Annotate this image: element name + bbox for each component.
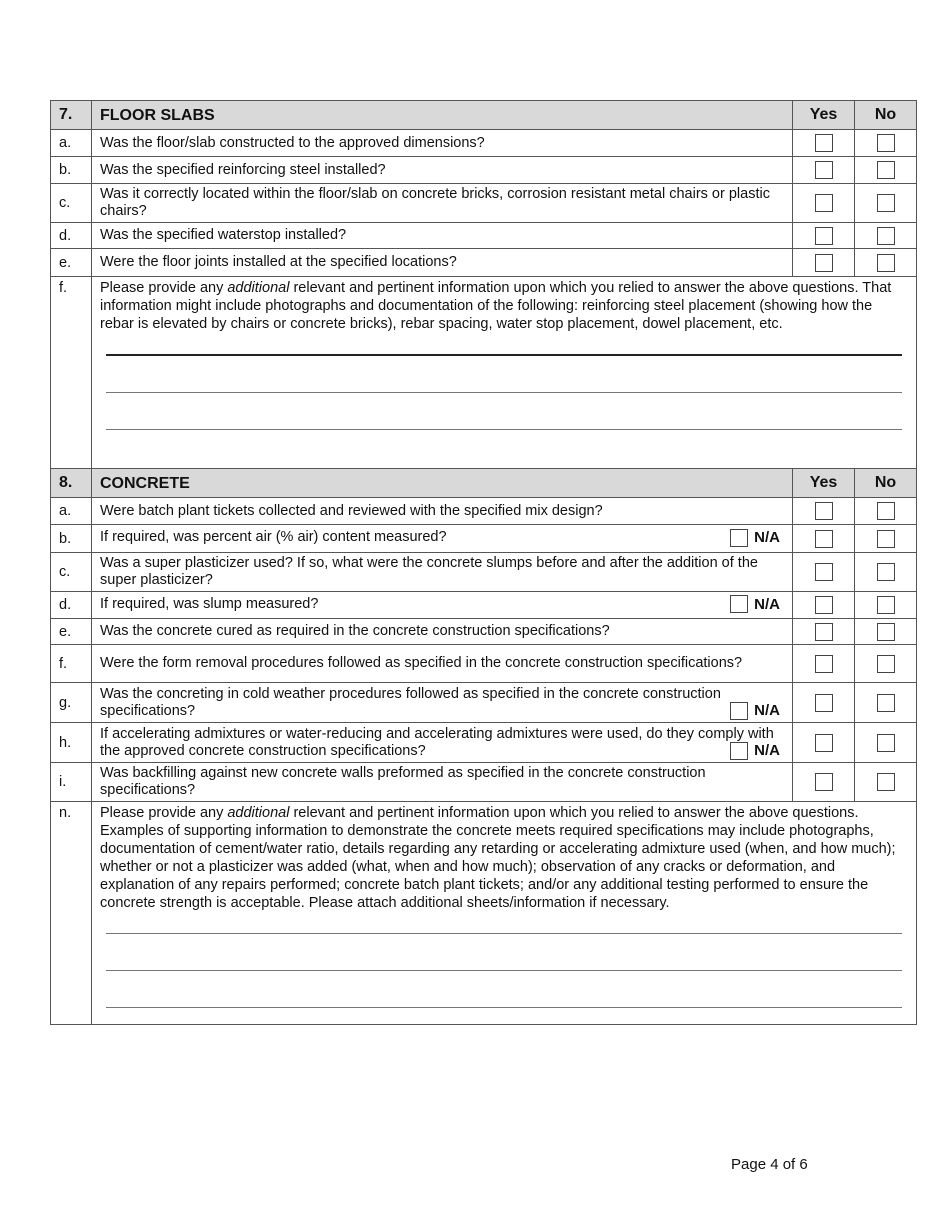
na-label: N/A: [754, 595, 780, 613]
question-text: If required, was percent air (% air) content measured?: [100, 529, 447, 546]
no-checkbox[interactable]: [877, 194, 895, 212]
question-text: Was a super plasticizer used? If so, what were the concrete slumps before and after the addition of the super plasticizer?: [92, 553, 793, 592]
no-checkbox[interactable]: [877, 254, 895, 272]
question-letter: h.: [51, 723, 92, 763]
question-letter: d.: [51, 592, 92, 619]
question-row: [51, 498, 917, 525]
question-letter: i.: [51, 763, 92, 802]
section-title: FLOOR SLABS: [92, 101, 793, 130]
question-letter: f.: [51, 645, 92, 683]
question-row: [51, 223, 917, 249]
additional-info-row: [51, 277, 917, 469]
question-text: Was it correctly located within the floor/slab on concrete bricks, corrosion resistant metal chairs or plastic chairs?: [92, 184, 793, 223]
question-row: [51, 763, 917, 802]
no-checkbox[interactable]: [877, 655, 895, 673]
yes-checkbox[interactable]: [815, 655, 833, 673]
question-text: Were the floor joints installed at the specified locations?: [92, 249, 793, 277]
question-row: [51, 723, 917, 763]
no-checkbox[interactable]: [877, 694, 895, 712]
question-row: [51, 645, 917, 683]
additional-info-instructions: Please provide any additional relevant and pertinent information upon which you relied to answer the above questions. That information might include photographs and documentation of the following: reinforcing steel placement (showing how the rebar is elevated by chairs or concrete bricks), rebar spacing, water stop placement, dowel placement, etc.: [100, 280, 892, 332]
na-checkbox[interactable]: [730, 595, 748, 613]
page-number: Page 4 of 6: [731, 1156, 808, 1173]
yes-checkbox[interactable]: [815, 227, 833, 245]
question-letter: g.: [51, 683, 92, 723]
question-letter: c.: [51, 184, 92, 223]
no-checkbox[interactable]: [877, 734, 895, 752]
section-7-header: [51, 101, 917, 130]
no-checkbox[interactable]: [877, 773, 895, 791]
yes-checkbox[interactable]: [815, 694, 833, 712]
response-line[interactable]: [106, 429, 902, 430]
question-text: Was the specified waterstop installed?: [92, 223, 793, 249]
yes-checkbox[interactable]: [815, 623, 833, 641]
yes-checkbox[interactable]: [815, 161, 833, 179]
question-text: Was the concrete cured as required in the concrete construction specifications?: [92, 619, 793, 645]
no-checkbox[interactable]: [877, 134, 895, 152]
question-row: [51, 130, 917, 157]
no-checkbox[interactable]: [877, 502, 895, 520]
question-text: Were the form removal procedures followed as specified in the concrete construction specifications?: [92, 645, 793, 683]
yes-checkbox[interactable]: [815, 530, 833, 548]
question-letter: f.: [51, 277, 92, 469]
question-letter: c.: [51, 553, 92, 592]
additional-info-cell: [92, 277, 917, 469]
na-checkbox[interactable]: [730, 529, 748, 547]
question-text: Were batch plant tickets collected and reviewed with the specified mix design?: [92, 498, 793, 525]
response-line[interactable]: [106, 1007, 902, 1008]
no-checkbox[interactable]: [877, 563, 895, 581]
no-checkbox[interactable]: [877, 623, 895, 641]
additional-info-cell: [92, 802, 917, 1025]
question-row: [51, 525, 917, 553]
no-checkbox[interactable]: [877, 161, 895, 179]
question-letter: b.: [51, 525, 92, 553]
question-letter: a.: [51, 130, 92, 157]
inspection-form-table: [50, 100, 917, 1025]
additional-info-instructions: Please provide any additional relevant and pertinent information upon which you relied to answer the above questions. Examples of supporting information to demonstrate the concrete meets required specifications may include photographs, documentation of cement/water ratio, details regarding any retarding or accelerating admixture used (when, and how much); whether or not a plasticizer was added (what, when and how much); observation of any cracks or deformation, and explanation of any repairs performed; concrete batch plant tickets; and/or any additional testing performed to ensure the concrete strength is acceptable. Please attach additional sheets/information if necessary.: [100, 805, 896, 911]
question-row: [51, 184, 917, 223]
section-title: CONCRETE: [92, 469, 793, 498]
additional-info-row: [51, 802, 917, 1025]
question-text: Was the floor/slab constructed to the approved dimensions?: [92, 130, 793, 157]
question-text: Was the specified reinforcing steel installed?: [92, 157, 793, 184]
na-checkbox[interactable]: [730, 742, 748, 760]
yes-checkbox[interactable]: [815, 596, 833, 614]
yes-checkbox[interactable]: [815, 502, 833, 520]
yes-column-header: Yes: [793, 101, 855, 130]
na-label: N/A: [754, 702, 780, 720]
question-row: [51, 249, 917, 277]
yes-checkbox[interactable]: [815, 563, 833, 581]
na-label: N/A: [754, 742, 780, 760]
question-row: [51, 619, 917, 645]
question-letter: e.: [51, 619, 92, 645]
section-number: 8.: [51, 469, 92, 498]
section-number: 7.: [51, 101, 92, 130]
yes-checkbox[interactable]: [815, 773, 833, 791]
question-letter: e.: [51, 249, 92, 277]
question-text: If accelerating admixtures or water-reducing and accelerating admixtures were used, do they comply with the approved concrete construction specifications?: [100, 725, 774, 759]
na-label: N/A: [754, 529, 780, 547]
yes-column-header: Yes: [793, 469, 855, 498]
question-letter: n.: [51, 802, 92, 1025]
yes-checkbox[interactable]: [815, 134, 833, 152]
question-letter: b.: [51, 157, 92, 184]
question-text: If required, was slump measured?: [100, 595, 319, 612]
section-8-header: [51, 469, 917, 498]
no-checkbox[interactable]: [877, 530, 895, 548]
yes-checkbox[interactable]: [815, 194, 833, 212]
question-row: [51, 683, 917, 723]
yes-checkbox[interactable]: [815, 254, 833, 272]
question-text: Was the concreting in cold weather procedures followed as specified in the concrete construction specifications?: [100, 685, 721, 719]
no-column-header: No: [855, 101, 917, 130]
na-checkbox[interactable]: [730, 702, 748, 720]
question-text: Was backfilling against new concrete walls preformed as specified in the concrete construction specifications?: [92, 763, 793, 802]
no-column-header: No: [855, 469, 917, 498]
question-row: [51, 592, 917, 619]
no-checkbox[interactable]: [877, 227, 895, 245]
no-checkbox[interactable]: [877, 596, 895, 614]
question-letter: d.: [51, 223, 92, 249]
question-row: [51, 553, 917, 592]
yes-checkbox[interactable]: [815, 734, 833, 752]
question-letter: a.: [51, 498, 92, 525]
question-row: [51, 157, 917, 184]
